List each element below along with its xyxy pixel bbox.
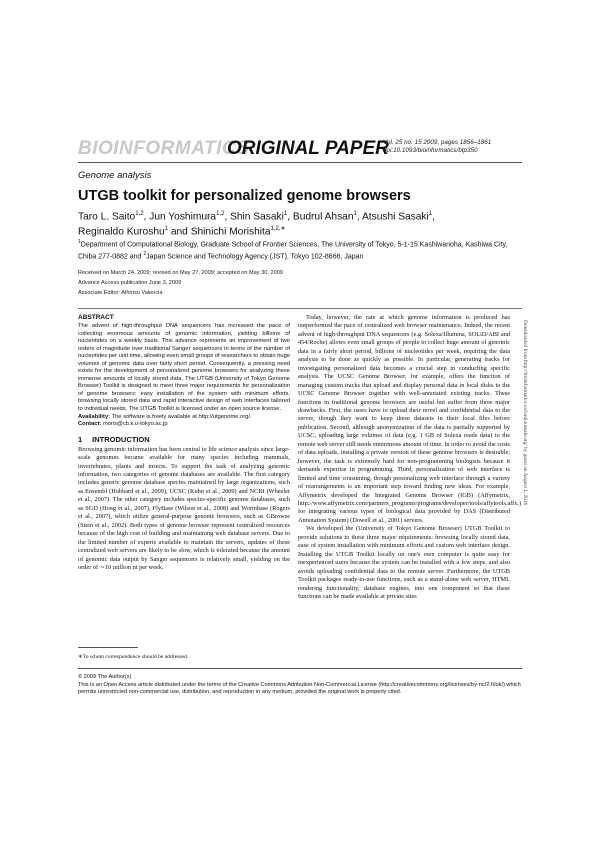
header-divider: [78, 162, 522, 163]
author-affiliation-mark: 1: [164, 226, 168, 233]
author-name: Reginaldo Kuroshu: [78, 226, 165, 238]
copyright-notice: [78, 674, 522, 697]
availability-label: Availability:: [78, 413, 111, 420]
author-conjunction: and: [170, 226, 188, 238]
author-affiliation-mark: 1: [428, 211, 433, 217]
download-watermark: [522, 320, 532, 790]
publication-dates: [78, 268, 283, 299]
footnote-divider: [78, 647, 138, 648]
journal-name: BIOINFORMATICS: [78, 138, 250, 159]
availability-text: The software is freely available at http://utgenome.org/.: [111, 413, 252, 420]
author-name: Jun Yoshimura: [149, 211, 217, 223]
author-affiliation-mark: 1,2,∗: [270, 226, 286, 233]
article-title: UTGB toolkit for personalized genome browsers: [78, 188, 411, 204]
abstract-text: The advent of high-throughput DNA sequencers has increased the pace of collecting enormous amounts of genomic information, yielding billions of nucleotides on a weekly basis. This advance represents an improvement of two orders of magnitude over traditional Sanger sequencers in terms of the number of nucleotides per unit time, allowing even small groups of researchers to obtain huge volumes of genomic data over fairly short period. Consequently, a pressing need exists for the development of personalized genome browsers for analyzing these immense amounts of locally stored data. The UTGB (University of Tokyo Genome Browser) Toolkit is designed to meet three major requirements for personalization of genome browsers: easy installation of the system with minimum efforts, browsing locally stored data and rapid interactive design of web interfaces tailored to individual needs. The UTGB Toolkit is licensed under an open source license.: [78, 323, 290, 413]
received-dates: Received on March 24, 2009; revised on May 27, 2009; accepted on May 30, 2009: [78, 270, 283, 276]
author-list: Taro L. Saito$^{1,2}$, Jun Yoshimura$^{1,2}$, Shin Sasaki$^1$, Budrul Ahsan$^1$, Atsushi Sasaki$^1$, Reginaldo Kuroshu$^1$ and Shinichi Morishita$^{1,2,∗}$: [78, 211, 435, 238]
left-column: [78, 314, 290, 572]
affiliation-mark: 2: [143, 250, 147, 257]
author-name: Budrul Ahsan: [292, 211, 354, 223]
contact-label: Contact:: [78, 421, 102, 428]
citation-doi: doi:10.1093/bioinformatics/btp350: [383, 147, 478, 154]
contact: [78, 421, 290, 429]
footer-divider: [78, 668, 522, 669]
introduction-text: Browsing genomic information has been central to life science analysis since large-scale genomes became available for many species including mammals, invertebrates, plants and insects. To support the task of analyzing genomic information, two categories of genome databases are available. The first category includes generic genome database species maintained by large organizations, such as Ensembl (Hubbard et al., 2009), UCSC (Kuhn et al., 2009) and NCBI (Wheeler et al., 2007). The other category includes species-specific genome databases, such as SGD (Hong et al., 2007), FlyBase (Wilson et al., 2008) and Wormbase (Rogers et al., 2007), which utilize general-purpose genome browsers, such as GBrowse (Stein et al., 2002). Both types of genome browser represent centralized resources because of the high cost of building and maintaining web database servers. Due to the limited number of experts available to maintain the servers, updates of these centralized web servers are likely to be slow, which is tolerated because the amount of genomic data output by Sanger sequencers is relatively small, yielding on the order of ∼10 million nt per week.: [78, 445, 290, 571]
affiliations: [78, 238, 522, 261]
author-affiliation-mark: 1: [283, 211, 288, 217]
citation-info: [383, 139, 491, 155]
contact-email[interactable]: moris@cb.k.u-tokyo.ac.jp: [102, 421, 168, 428]
right-column: [298, 314, 522, 601]
author-name: Shin Sasaki: [230, 211, 284, 223]
download-watermark-text: Downloaded from http://bioinformatics.oxfordjournals.org/ by guest on August 1, 2016: [522, 320, 528, 506]
copyright-line: © 2009 The Author(s): [78, 674, 132, 680]
affiliation-1: Department of Computational Biology, Graduate School of Frontier Sciences, The University of Tokyo, 5-1-15 Kashiwanoha, Kashiwa City, Chiba 277-0882 and: [78, 241, 508, 260]
body-paragraph: We developed the (University of Tokyo Genome Browser) UTGB Toolkit to provide solutions to these three major requirements: browsing locally stored data, ease of system installation with minimum efforts and custom web interface design. Installing the UTGB Toolkit locally on one's own computer is quite easy for inexperienced users because the system can be installed with a few steps, and also avoids uploading confidential data to the remote server. Furthermore, the UTGB Toolkit packages ready-to-use functions, such as a stand-alone web server, HTML rendering functionality, database engines, into one component so that these functions can be made available at private sites: [298, 525, 510, 600]
section-label: Genome analysis: [78, 170, 152, 181]
section-number: 1: [78, 434, 83, 444]
author-affiliation-mark: 1,2: [216, 211, 225, 217]
affiliation-2: Japan Science and Technology Agency (JST), Tokyo 102-8666, Japan: [146, 252, 364, 260]
author-affiliation-mark: 1,2: [135, 211, 144, 217]
author-name: Atsushi Sasaki: [361, 211, 429, 223]
advance-access: Advance Access publication June 3, 2009: [78, 280, 182, 287]
license-text: This is an Open Access article distributed under the terms of the Creative Commons Attribution Non-Commercial License (http://creativecommons.org/licenses/by-nc/2.0/uk/) which permits unrestricted non-commercial use, distribution, and reproduction in any medium, provided the original work is properly cited.: [78, 681, 521, 696]
associate-editor: Associate Editor: Alfonso Valencia: [78, 290, 163, 297]
author-name: Taro L. Saito: [78, 211, 136, 223]
correspondence-footnote: ∗To whom correspondence should be addressed.: [78, 654, 189, 660]
abstract-heading: ABSTRACT: [78, 314, 114, 321]
section-title: INTRODUCTION: [92, 434, 150, 444]
author-affiliation-mark: 1: [353, 211, 357, 217]
body-paragraph: Today, however, the rate at which genome information is produced has outperformed the pace of centralized web browser maintenance. Indeed, the recent advent of high-throughput DNA sequencers (e.g. Solexa/Illumina, SOLiD/ABI and 454/Roche) allows even small groups of people to collect huge amount of genomic data in a fairly short period, billions of nucleotides per week, requiring the data analysis to be done as quickly as possible. In particular, generating tracks for investigating personalized data becomes a crucial step in conducting specific analysis. The UCSC Genome Browser, for example, offers the function of managing custom tracks that upload and display personal data in local disks to the UCSC Genome Browser together with well-annotated existing tracks. These functions in traditional genome browsers are useful but suffer from three major drawbacks. First, the users have to upload their novel and confidential data to the server, though they want to keep these datasets in their local files before publication. Second, although anonymization of the data is partially supported by UCSC, uploading large volumes of data (e.g. 1 GB of Solexa reads data) to the remote web server still needs enourmous amount of time. In order to avoid the costs of data uploads, installing a private version of these genome browsers is desirable; however, the task is extremely hard for non-programming biologists because it demands expertise in programming. Third, personalization of web interface is limited and time consuming, though personalizing web interface through a variety of rearrangements is an important step toward finding new ideas. For example, Affymetrix developed the Integrated Genome Browser (IGB) (Affymetrix, http://www.affymetrix.com/partners_programs/programs/developer/tools/affytools.affx.) for integrating various types of biological data provided by DAS (Distributed Annotation System) (Dowell et al., 2001) servers.: [298, 314, 522, 524]
introduction-heading: [78, 435, 290, 444]
affiliation-mark: 1: [78, 239, 81, 245]
availability: [78, 414, 290, 422]
citation-volume-pages: Vol. 25 no. 15 2009, pages 1856–1861: [383, 139, 492, 146]
author-name: Shinichi Morishita: [190, 226, 271, 238]
title-block-divider: [78, 308, 522, 309]
paper-type: ORIGINAL PAPER: [227, 138, 389, 159]
